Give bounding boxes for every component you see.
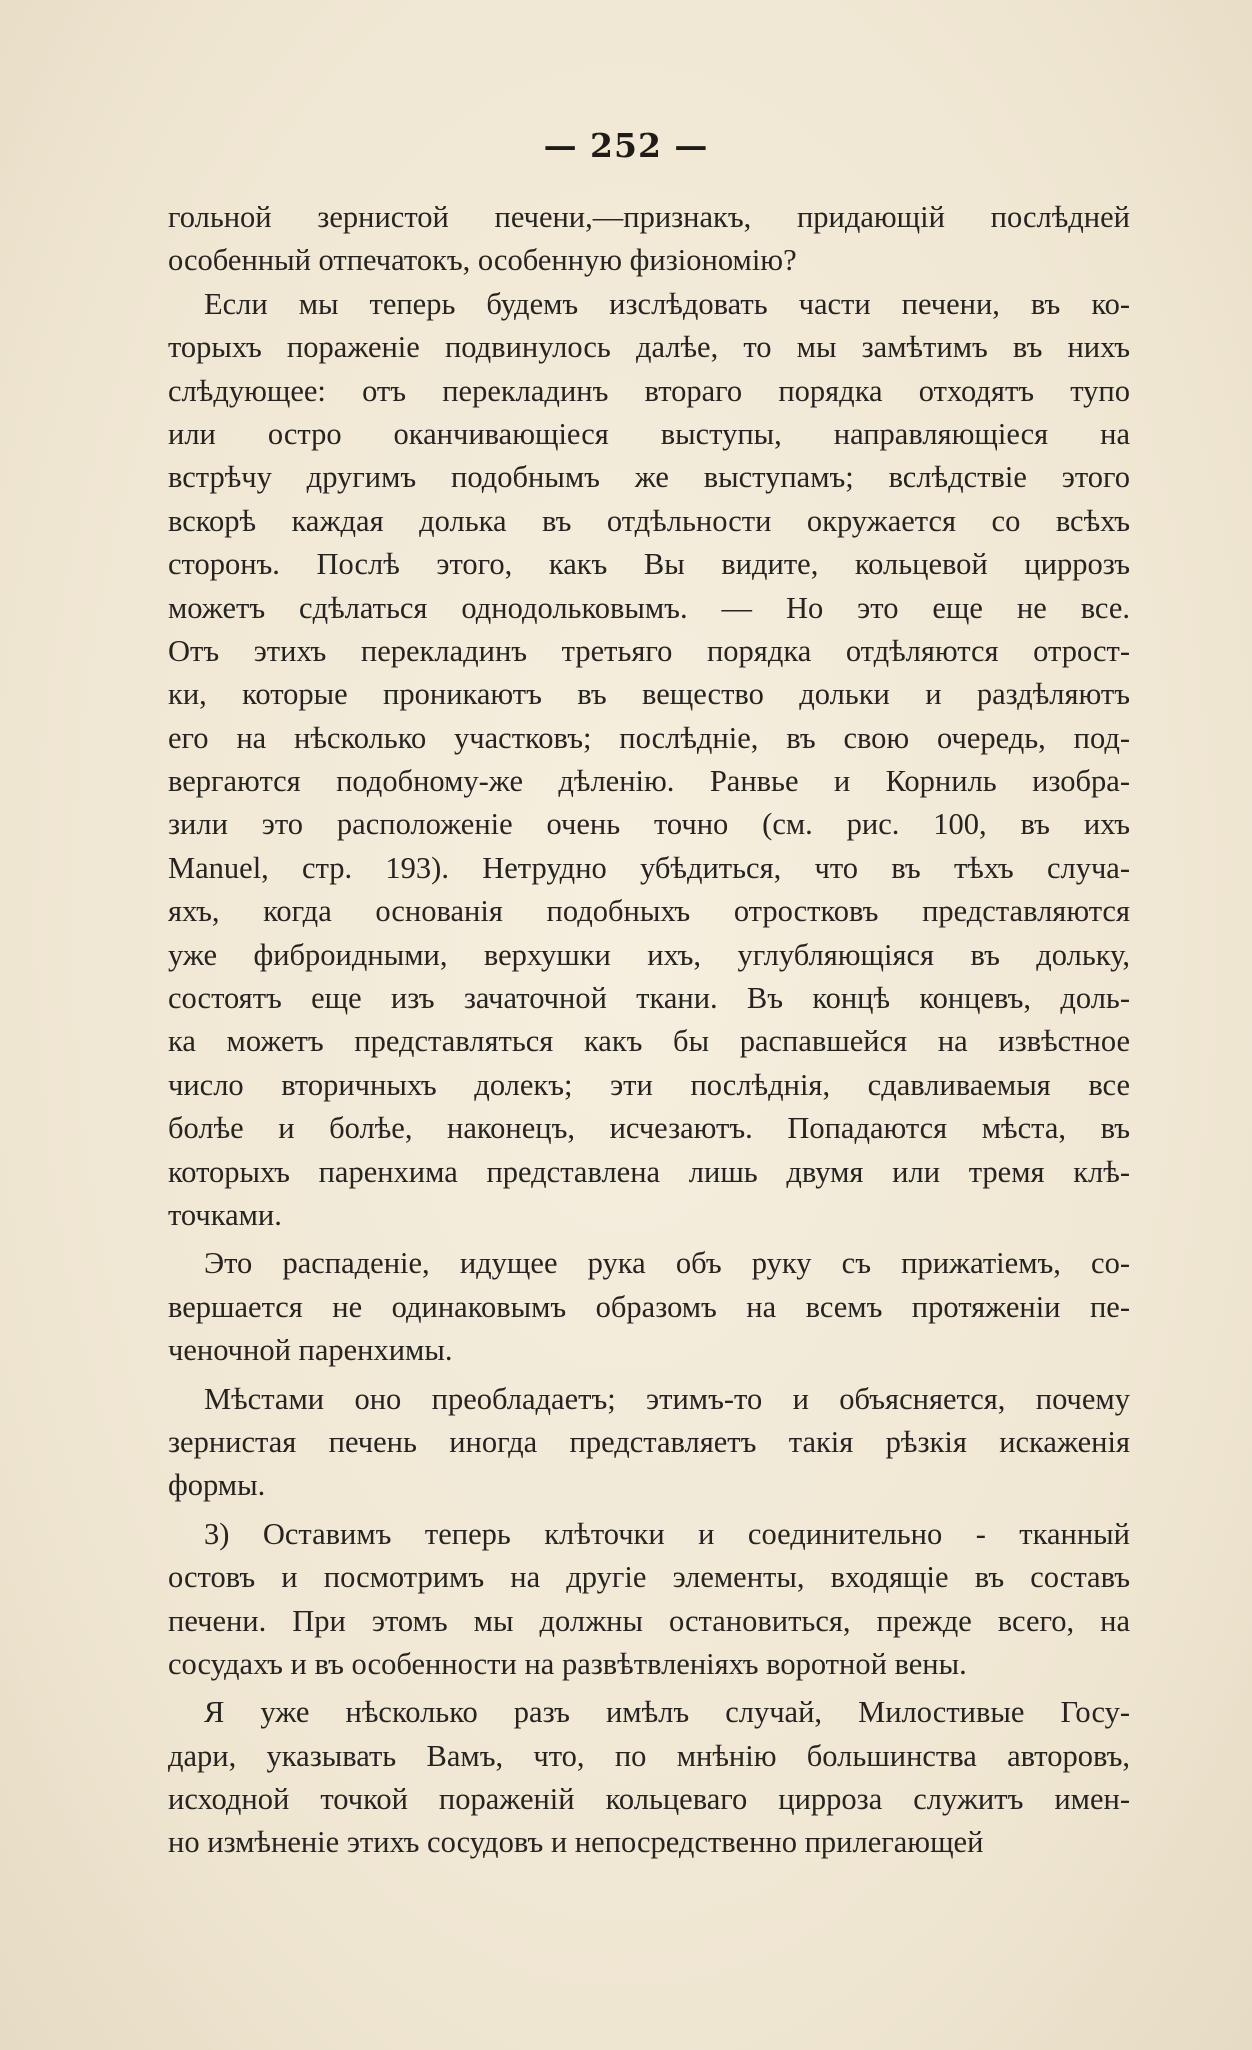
page-number: — 252 — <box>543 126 709 165</box>
text-line: ки, которые проникаютъ въ вещество дольки и раздѣляютъ <box>168 677 1130 712</box>
text-line: слѣдующее: отъ перекладинъ втораго порядка отходятъ тупо <box>168 373 1130 408</box>
paragraph <box>168 1513 1130 1687</box>
text-line: ченочной паренхимы. <box>168 1333 453 1368</box>
text-line: дари, указывать Вамъ, что, по мнѣнію большинства авторовъ, <box>168 1738 1130 1773</box>
text-line: Если мы теперь будемъ изслѣдовать части печени, въ ко- <box>204 286 1130 321</box>
text-line: остовъ и посмотримъ на другіе элементы, входящіе въ составъ <box>168 1560 1130 1595</box>
paragraph <box>168 196 1130 283</box>
paragraph <box>168 1242 1130 1372</box>
text-line: Manuel, стр. 193). Нетрудно убѣдиться, что въ тѣхъ случа- <box>168 850 1130 885</box>
text-line: число вторичныхъ долекъ; эти послѣднія, сдавливаемыя все <box>168 1067 1130 1102</box>
text-line: ка можетъ представляться какъ бы распавшейся на извѣстное <box>168 1024 1130 1059</box>
text-line: 3) Оставимъ теперь клѣточки и соединительно - тканный <box>204 1516 1130 1551</box>
text-line: гольной зернистой печени,—признакъ, придающій послѣдней <box>168 200 1130 234</box>
text-line: торыхъ пораженіе подвинулось далѣе, то мы замѣтимъ въ нихъ <box>168 330 1130 365</box>
text-line: сторонъ. Послѣ этого, какъ Вы видите, кольцевой циррозъ <box>168 547 1130 582</box>
text-line: точками. <box>168 1197 282 1232</box>
text-line: Мѣстами оно преобладаетъ; этимъ-то и объясняется, почему <box>204 1381 1130 1416</box>
paragraph <box>168 283 1130 1238</box>
text-line: которыхъ паренхима представлена лишь двумя или тремя клѣ- <box>168 1154 1130 1189</box>
text-line: зили это расположеніе очень точно (см. рис. 100, въ ихъ <box>168 807 1130 842</box>
text-line: можетъ сдѣлаться однодольковымъ. — Но это еще не все. <box>168 590 1130 625</box>
text-line: вскорѣ каждая долька въ отдѣльности окружается со всѣхъ <box>168 503 1130 538</box>
text-line: Отъ этихъ перекладинъ третьяго порядка отдѣляются отрост- <box>168 633 1130 668</box>
body-text <box>168 196 1130 1865</box>
paragraph <box>168 1378 1130 1508</box>
text-line: его на нѣсколько участковъ; послѣдніе, въ свою очередь, под- <box>168 720 1130 755</box>
text-line: Это распаденіе, идущее рука объ руку съ прижатіемъ, со- <box>204 1246 1130 1281</box>
text-line: вергаются подобному-же дѣленію. Ранвье и Корниль изобра- <box>168 764 1130 799</box>
text-line: вершается не одинаковымъ образомъ на всемъ протяженіи пе- <box>168 1289 1130 1324</box>
text-line: уже фиброидными, верхушки ихъ, углубляющіяся въ дольку, <box>168 937 1130 972</box>
paragraph <box>168 1691 1130 1865</box>
text-line: исходной точкой пораженій кольцеваго цирроза служитъ имен- <box>168 1782 1130 1817</box>
text-line: или остро оканчивающіеся выступы, направляющіеся на <box>168 416 1130 451</box>
text-line: формы. <box>168 1468 266 1503</box>
text-line: печени. При этомъ мы должны остановиться, прежде всего, на <box>168 1603 1130 1638</box>
text-line: Я уже нѣсколько разъ имѣлъ случай, Милостивые Госу- <box>204 1695 1130 1730</box>
text-line: зернистая печень иногда представляетъ такія рѣзкія искаженія <box>168 1424 1130 1459</box>
text-line: яхъ, когда основанія подобныхъ отростковъ представляются <box>168 894 1130 929</box>
text-line: но измѣненіе этихъ сосудовъ и непосредственно прилегающей <box>168 1825 984 1860</box>
text-line: сосудахъ и въ особенности на развѣтвленіяхъ воротной вены. <box>168 1646 967 1681</box>
text-line: особенный отпечатокъ, особенную физіономію? <box>168 243 797 278</box>
text-line: болѣе и болѣе, наконецъ, исчезаютъ. Попадаются мѣста, въ <box>168 1111 1130 1146</box>
text-line: состоятъ еще изъ зачаточной ткани. Въ концѣ концевъ, доль- <box>168 981 1130 1016</box>
text-line: встрѣчу другимъ подобнымъ же выступамъ; вслѣдствіе этого <box>168 460 1130 495</box>
